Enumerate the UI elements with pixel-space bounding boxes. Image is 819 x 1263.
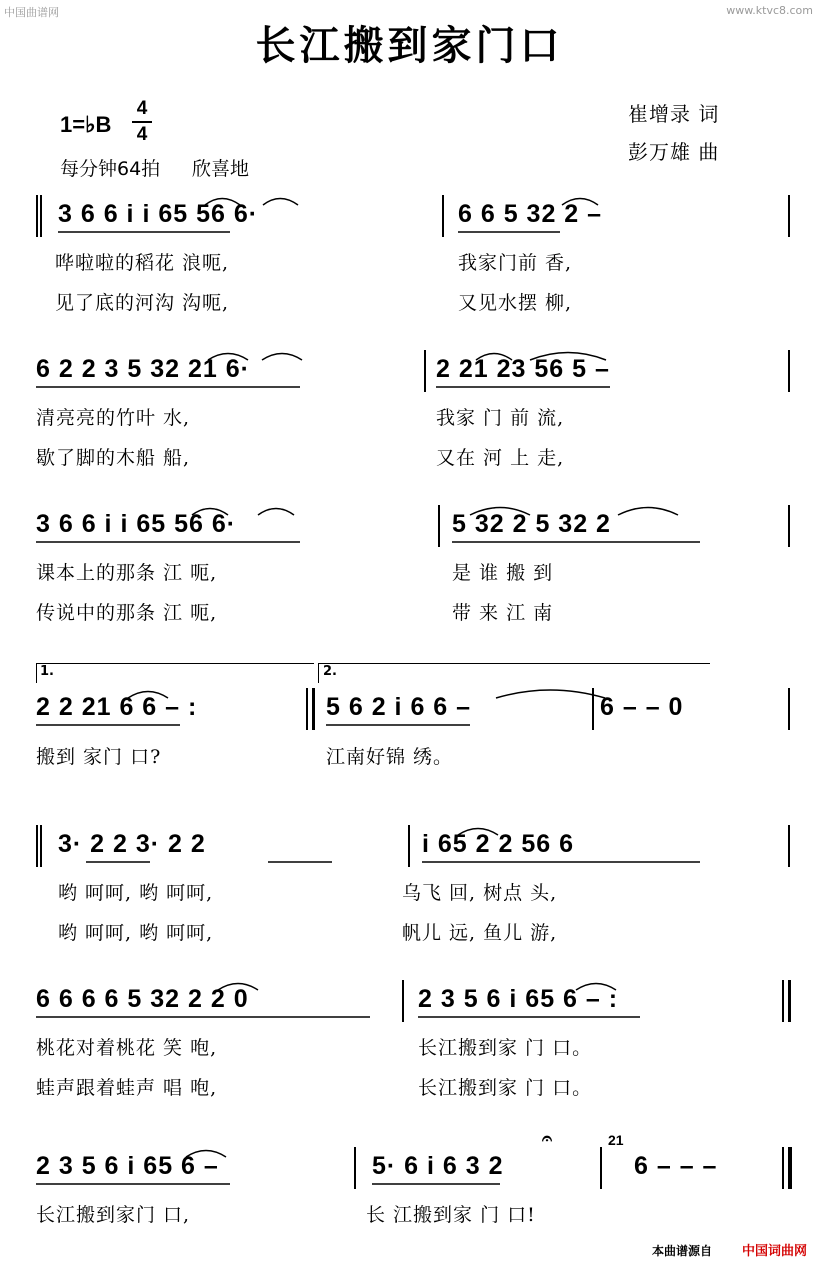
system-7-lyrics-a: 长江搬到家门 口, [36,1204,191,1226]
system-4-notes-b: 5 6 2 i 6 6 – [326,693,472,721]
volta-1-label: 1. [40,664,54,679]
system-3-lyrics-1b: 是 谁 搬 到 [452,562,554,584]
system-6-lyrics-1a: 桃花对着桃花 笑 咆, [36,1037,218,1059]
volta-2-label: 2. [323,664,337,679]
system-3-notes-a: 3 6 6 i i 65 56 6· [36,510,237,538]
system-1-notes-b: 6 6 5 32 2 – [458,200,603,228]
system-6-lyrics-2b: 长江搬到家 门 口。 [418,1077,593,1099]
fermata-icon: 𝄐 [542,1128,553,1149]
system-5-notes-b: i 65 2 2 56 6 [422,830,575,858]
time-signature-denominator: 4 [136,124,148,145]
system-3-lyrics-2a: 传说中的那条 江 呃, [36,602,218,624]
footer-site-link[interactable]: 中国词曲网 [742,1244,808,1259]
system-4-lyrics-a: 搬到 家门 口? [36,746,162,768]
system-2-lyrics-2b: 又在 河 上 走, [436,447,565,469]
system-7-notes-c: 6 – – – [634,1152,718,1180]
footer-source-label: 本曲谱源自 [652,1244,713,1258]
system-3-notes-b: 5 32 2 5 32 2 [452,510,611,538]
watermark-left: 中国曲谱网 [4,6,59,19]
key-signature: 1=♭B [60,112,112,137]
system-5-lyrics-2b: 帆儿 远, 鱼儿 游, [402,922,558,944]
system-3-lyrics-1a: 课本上的那条 江 呃, [36,562,218,584]
system-6-lyrics-1b: 长江搬到家 门 口。 [418,1037,593,1059]
system-1-lyrics-1b: 我家门前 香, [458,252,573,274]
system-7-notes-b: 5· 6 i 6 3 2 [372,1152,504,1180]
system-6-notes-a: 6 6 6 6 5 32 2 2 0 [36,985,249,1013]
system-2-notes-a: 6 2 2 3 5 32 21 6· [36,355,250,383]
page-title: 长江搬到家门口 [255,22,564,69]
system-1-lyrics-2a: 见了底的河沟 沟呃, [55,292,230,314]
system-5-lyrics-1a: 哟 呵呵, 哟 呵呵, [58,882,214,904]
system-5-lyrics-2a: 哟 呵呵, 哟 呵呵, [58,922,214,944]
lyricist-credit: 崔增录 词 [628,102,720,126]
watermark-right: www.ktvc8.com [726,4,813,17]
system-6-lyrics-2a: 蛙声跟着蛙声 唱 咆, [36,1077,218,1099]
system-6-notes-b: 2 3 5 6 i 65 6 – : [418,985,619,1013]
system-5-lyrics-1b: 乌飞 回, 树点 头, [402,882,558,904]
system-1-lyrics-1a: 哗啦啦的稻花 浪呃, [55,252,230,274]
system-3-lyrics-2b: 带 来 江 南 [452,602,554,624]
system-4-notes-c: 6 – – 0 [600,693,684,721]
system-2-notes-b: 2 21 23 56 5 – [436,355,610,383]
system-2-lyrics-1b: 我家 门 前 流, [436,407,565,429]
system-7-notes-a: 2 3 5 6 i 65 6 – [36,1152,219,1180]
system-4-lyrics-b: 江南好锦 绣。 [326,746,454,768]
system-1-lyrics-2b: 又见水摆 柳, [458,292,573,314]
system-2-lyrics-1a: 清亮亮的竹叶 水, [36,407,191,429]
system-2-lyrics-2a: 歇了脚的木船 船, [36,447,191,469]
system-5-notes-a: 3· 2 2 3· 2 2 [58,830,206,858]
composer-credit: 彭万雄 曲 [628,140,720,164]
grace-note: 21 [608,1132,624,1148]
expression-mark: 欣喜地 [192,158,250,180]
time-signature-numerator: 4 [136,98,148,119]
system-7-lyrics-b: 长 江搬到家 门 口! [366,1204,536,1226]
system-1-notes-a: 3 6 6 i i 65 56 6· [58,200,259,228]
system-4-notes-a: 2 2 21 6 6 – : [36,693,198,721]
tempo: 每分钟64拍 [60,158,161,180]
